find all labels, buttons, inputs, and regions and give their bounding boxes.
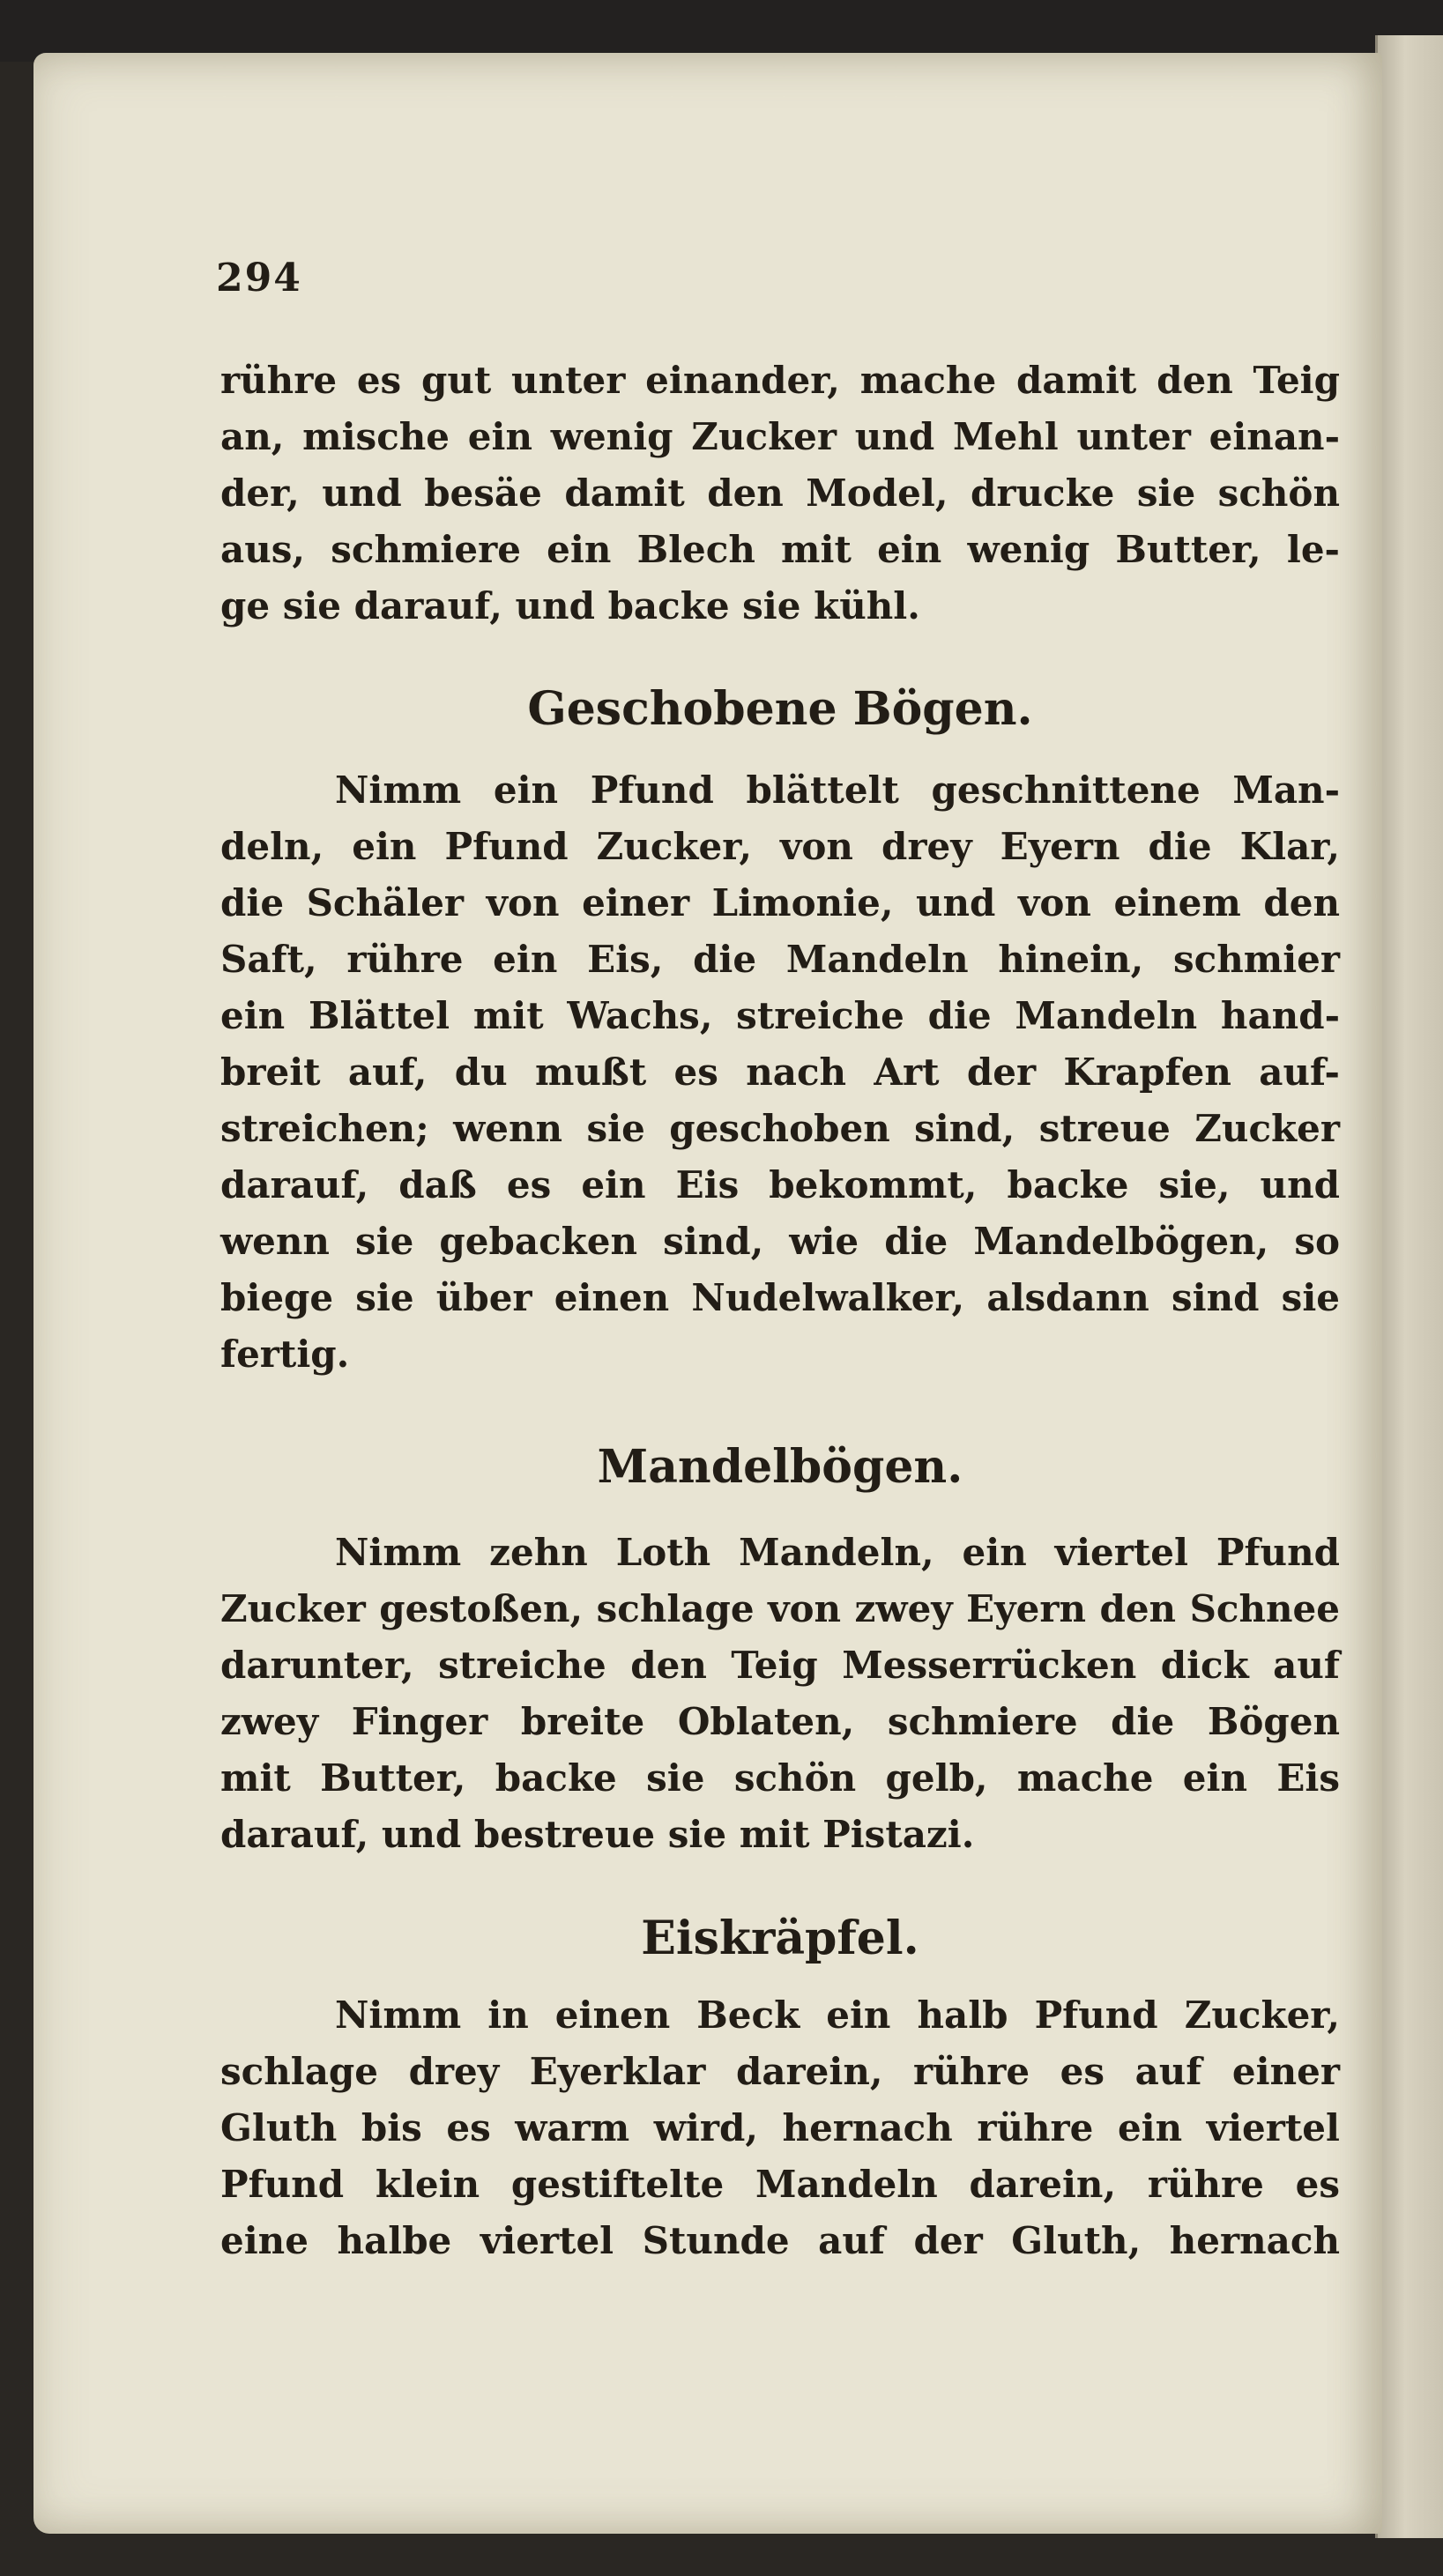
text-line: darunter, streiche den Teig Messerrücken dick auf [220,1644,1340,1687]
text-line: darauf, und bestreue sie mit Pistazi. [220,1813,975,1856]
text-line: zwey Finger breite Oblaten, schmiere die Bögen [220,1700,1340,1743]
text-line: Saft, rühre ein Eis, die Mandeln hinein, schmier [220,938,1340,981]
text-line: aus, schmiere ein Blech mit ein wenig Butter, le- [220,528,1340,571]
continuation-paragraph [220,353,1340,635]
text-line: darauf, daß es ein Eis bekommt, backe sie, und [220,1163,1340,1206]
text-line: ge sie darauf, und backe sie kühl. [220,584,920,627]
text-line: streichen; wenn sie geschoben sind, streue Zucker [220,1107,1340,1150]
text-line: Nimm zehn Loth Mandeln, ein viertel Pfund [335,1531,1340,1574]
text-line: biege sie über einen Nudelwalker, alsdann sind sie [220,1276,1340,1319]
text-line: Nimm ein Pfund blättelt geschnittene Man- [335,768,1340,812]
section-heading: Geschobene Bögen. [527,682,1033,736]
recipe-paragraph [220,762,1340,1383]
text-line: schlage drey Eyerklar darein, rühre es auf einer [220,2050,1340,2093]
text-line: eine halbe viertel Stunde auf der Gluth, hernach [220,2219,1340,2262]
text-line: rühre es gut unter einander, mache damit den Teig [220,359,1340,402]
text-line: ein Blättel mit Wachs, streiche die Mandeln hand- [220,994,1340,1037]
recipe-paragraph [220,1525,1340,1863]
text-line: deln, ein Pfund Zucker, von drey Eyern die Klar, [220,825,1340,868]
page-number: 294 [216,256,302,301]
facing-page-edge [1375,35,1443,2538]
section-heading: Eiskräpfel. [641,1912,919,1965]
text-line: wenn sie gebacken sind, wie die Mandelbögen, so [220,1220,1340,1263]
text-line: Pfund klein gestiftelte Mandeln darein, rühre es [220,2163,1340,2206]
text-line: fertig. [220,1333,350,1376]
text-line: Gluth bis es warm wird, hernach rühre ein viertel [220,2106,1340,2149]
text-line: Nimm in einen Beck ein halb Pfund Zucker, [335,1993,1340,2037]
text-line: mit Butter, backe sie schön gelb, mache ein Eis [220,1756,1340,1800]
text-line: die Schäler von einer Limonie, und von einem den [220,881,1340,924]
text-line: breit auf, du mußt es nach Art der Krapfen auf- [220,1050,1340,1094]
text-line: an, mische ein wenig Zucker und Mehl unter einan- [220,415,1340,458]
text-line: Zucker gestoßen, schlage von zwey Eyern den Schnee [220,1587,1340,1630]
recipe-paragraph [220,1987,1340,2269]
text-line: der, und besäe damit den Model, drucke sie schön [220,471,1340,515]
section-heading: Mandelbögen. [597,1440,963,1494]
